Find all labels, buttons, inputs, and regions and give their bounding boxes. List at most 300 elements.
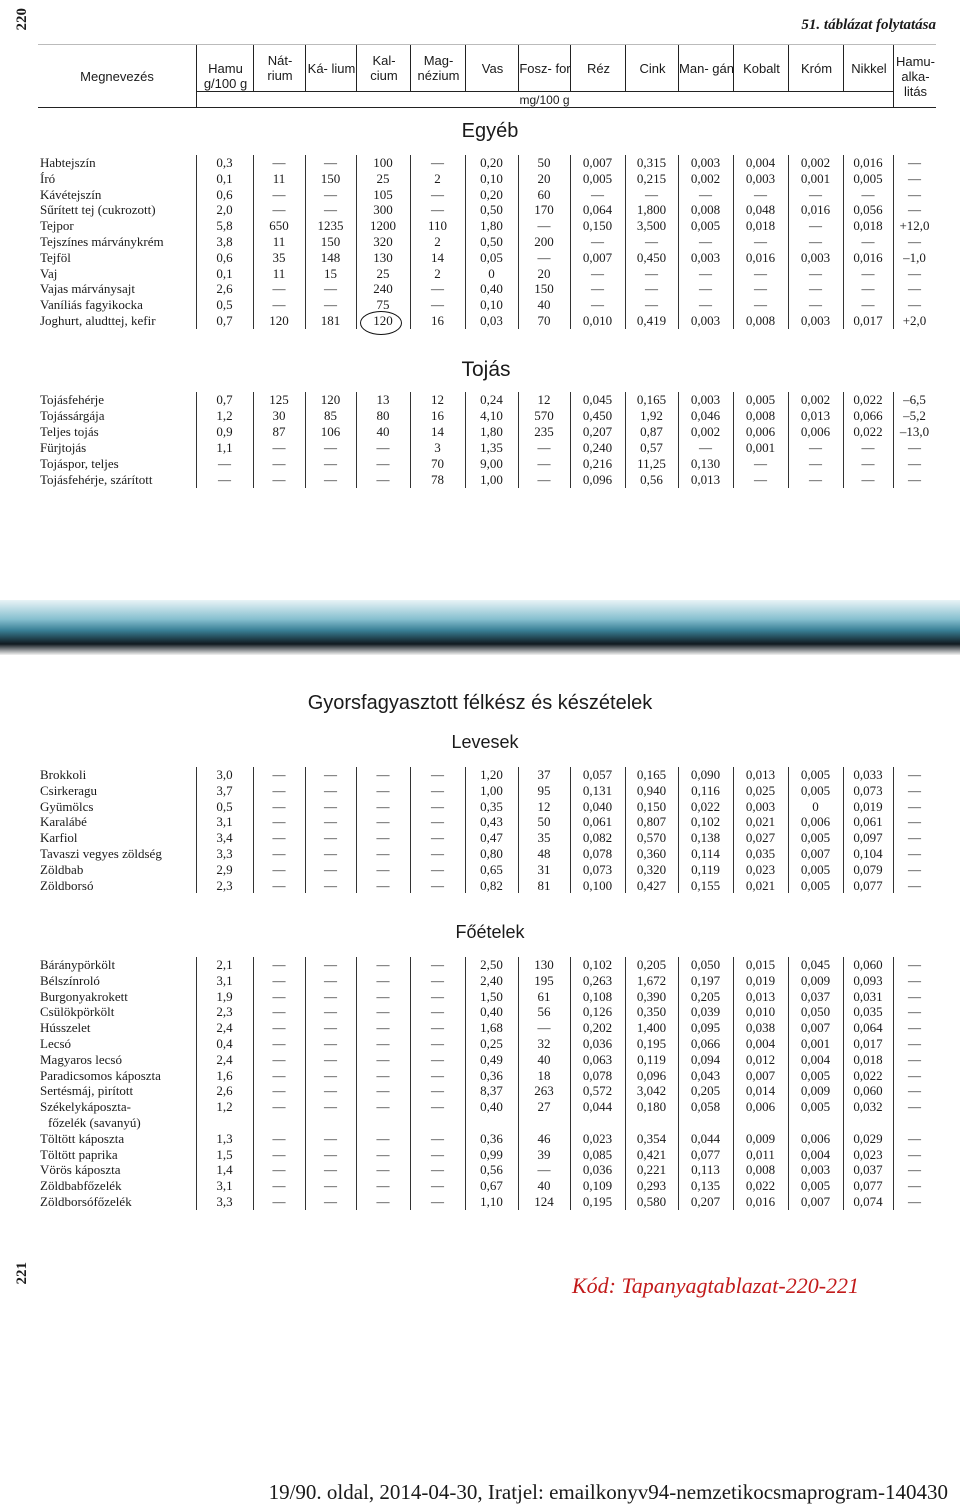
table-cell: 0,165 xyxy=(636,392,667,407)
table-cell: 40 xyxy=(537,1178,551,1194)
table-cell: 0,005 xyxy=(800,1099,831,1115)
column-header: Kobalt xyxy=(733,45,789,91)
table-cell: 0,003 xyxy=(745,170,776,186)
table-cell: 3,042 xyxy=(636,1083,667,1099)
table-cell: — xyxy=(699,234,712,249)
table-cell: — xyxy=(272,472,286,487)
table-cell: 0,044 xyxy=(690,1130,721,1146)
row-label: Bélszínroló xyxy=(40,972,100,988)
row-label: Tejpor xyxy=(40,218,74,234)
table-cell: — xyxy=(908,155,921,170)
table-cell: 0,131 xyxy=(582,782,613,798)
table-cell: — xyxy=(272,1162,286,1178)
table-cell: 0,077 xyxy=(690,1146,721,1162)
table-cell: — xyxy=(754,297,767,313)
table-cell: 0,050 xyxy=(800,1004,831,1020)
row-label: Magyaros lecsó xyxy=(40,1051,122,1067)
row-label: Karfiol xyxy=(40,830,78,846)
table-cell: — xyxy=(324,988,337,1004)
column-separator xyxy=(465,957,466,1210)
table-cell: 0,035 xyxy=(745,846,776,861)
table-cell: 0,003 xyxy=(690,392,721,407)
table-cell: — xyxy=(324,972,337,988)
table-cell: 0,078 xyxy=(582,1067,613,1083)
table-row xyxy=(40,957,940,973)
column-separator xyxy=(788,957,789,1210)
table-cell: 2,3 xyxy=(216,877,233,893)
table-cell: 0,048 xyxy=(745,202,776,218)
table-cell: 0,077 xyxy=(853,1178,883,1194)
table-cell: 0,040 xyxy=(582,798,613,814)
table-cell: 0,045 xyxy=(582,392,613,407)
column-separator xyxy=(570,957,571,1210)
table-row xyxy=(40,814,940,830)
table-row xyxy=(40,1083,940,1099)
row-label: Paradicsomos káposzta xyxy=(40,1067,161,1083)
table-cell: 0,4 xyxy=(216,1036,233,1051)
table-cell: 0,005 xyxy=(800,782,831,798)
table-cell: — xyxy=(699,186,712,202)
table-cell: — xyxy=(376,1194,390,1209)
table-cell: — xyxy=(324,456,337,471)
table-cell: 0,021 xyxy=(745,814,776,830)
table-cell: — xyxy=(324,440,337,455)
table-cell: 9,00 xyxy=(480,456,503,471)
table-cell: — xyxy=(324,202,337,218)
table-cell: 0,018 xyxy=(853,1051,883,1067)
row-label: Töltött paprika xyxy=(40,1146,118,1162)
table-row xyxy=(40,408,940,424)
table-cell: 3,4 xyxy=(216,830,233,846)
table-cell: — xyxy=(324,1067,337,1083)
table-cell: — xyxy=(809,234,822,249)
column-separator xyxy=(788,155,789,329)
table-cell: — xyxy=(272,814,286,830)
table-cell: 0,56 xyxy=(480,1162,503,1178)
table-row xyxy=(40,171,940,187)
table-cell: 0,011 xyxy=(746,1146,775,1162)
table-cell: 0,007 xyxy=(800,846,831,861)
row-label: Tojásfehérje, szárított xyxy=(40,472,153,487)
table-row xyxy=(40,1178,940,1194)
table-cell: 56 xyxy=(537,1004,551,1020)
table-cell: — xyxy=(376,767,390,782)
table-cell: — xyxy=(754,281,767,297)
column-separator xyxy=(570,767,571,893)
table-cell: 70 xyxy=(537,313,551,328)
table-cell: — xyxy=(324,877,337,893)
table-cell: 0,002 xyxy=(690,424,721,439)
table-cell: 0,018 xyxy=(745,218,776,234)
table-cell: 0,450 xyxy=(582,408,613,423)
table-cell: 0,150 xyxy=(636,798,667,814)
table-cell: — xyxy=(431,1178,444,1194)
table-row xyxy=(40,1036,940,1052)
table-cell: 5,8 xyxy=(216,218,233,234)
table-cell: — xyxy=(272,1020,286,1036)
table-cell: 0,427 xyxy=(636,877,667,893)
table-cell: 0,057 xyxy=(582,767,613,782)
table-cell: 0,570 xyxy=(636,830,667,846)
table-cell: 0,195 xyxy=(582,1194,613,1209)
table-cell: — xyxy=(272,155,286,170)
table-cell: 0,005 xyxy=(800,1178,831,1194)
table-cell: 0,421 xyxy=(636,1146,667,1162)
row-label: Sűrített tej (cukrozott) xyxy=(40,202,156,218)
table-cell: 124 xyxy=(534,1194,554,1209)
table-cell: 200 xyxy=(534,234,554,249)
table-cell: 0,006 xyxy=(800,814,831,830)
table-cell: 39 xyxy=(537,1146,551,1162)
column-separator xyxy=(410,392,411,488)
table-cell: — xyxy=(324,1004,337,1020)
table-cell: 0,066 xyxy=(690,1036,721,1051)
row-label: Joghurt, aludttej, kefir xyxy=(40,313,156,328)
table-cell: 2,6 xyxy=(216,281,233,297)
column-separator xyxy=(518,155,519,329)
column-header: Hamu g/100 g xyxy=(196,45,254,107)
table-cell: 0,013 xyxy=(690,472,721,487)
table-row xyxy=(40,155,940,171)
table-cell: 0,005 xyxy=(582,170,613,186)
table-cell: 0,090 xyxy=(690,767,721,782)
table-cell: 195 xyxy=(534,972,554,988)
column-separator xyxy=(356,957,357,1210)
column-separator xyxy=(253,767,254,893)
table-cell: 95 xyxy=(537,782,551,798)
section-title-tojas: Tojás xyxy=(461,358,511,381)
table-cell: 0,315 xyxy=(636,155,667,170)
table-cell: 0,002 xyxy=(690,170,721,186)
row-label: Zöldbabfőzelék xyxy=(40,1178,122,1194)
table-cell: — xyxy=(376,988,390,1004)
table-cell: — xyxy=(376,1178,390,1194)
table-cell: — xyxy=(272,456,286,471)
table-cell: 0,320 xyxy=(636,861,667,877)
table-cell: 81 xyxy=(537,877,551,893)
table-cell: 0,293 xyxy=(636,1178,667,1194)
column-separator xyxy=(305,957,306,1210)
table-cell: 0,060 xyxy=(853,1083,883,1099)
column-separator xyxy=(356,392,357,488)
table-cell: — xyxy=(272,1099,286,1115)
table-cell: 3,3 xyxy=(216,1194,233,1209)
table-cell: — xyxy=(272,202,286,218)
column-header: Réz xyxy=(570,45,626,91)
table-cell: — xyxy=(272,1083,286,1099)
column-separator xyxy=(196,767,197,893)
table-cell: — xyxy=(324,861,337,877)
column-separator xyxy=(518,392,519,488)
table-cell: — xyxy=(431,1194,444,1209)
column-separator xyxy=(253,392,254,488)
column-separator xyxy=(788,767,789,893)
table-cell: 0,017 xyxy=(853,1036,883,1051)
table-cell: 0,43 xyxy=(480,814,503,830)
table-cell: — xyxy=(809,281,822,297)
table-cell: — xyxy=(218,456,231,471)
table-cell: 0,096 xyxy=(582,472,613,487)
column-separator xyxy=(843,155,844,329)
table-cell: 2 xyxy=(434,265,441,281)
table-cell: — xyxy=(754,472,767,487)
table-cell: 0,40 xyxy=(480,1099,503,1115)
table-cell: 0,014 xyxy=(745,1083,776,1099)
table-cell: 11 xyxy=(272,265,286,281)
table-cell: — xyxy=(809,456,822,471)
table-cell: 0,004 xyxy=(745,155,776,170)
scan-band-divider xyxy=(0,600,960,655)
table-row xyxy=(40,783,940,799)
table-cell: 20 xyxy=(537,170,551,186)
table-row xyxy=(40,1004,940,1020)
table-cell: 40 xyxy=(537,1051,551,1067)
table-cell: 2 xyxy=(434,170,441,186)
column-header: Mag- nézium xyxy=(410,45,466,91)
table-cell: 0,100 xyxy=(582,877,613,893)
table-cell: — xyxy=(324,1036,337,1051)
table-cell: 150 xyxy=(320,170,341,186)
row-label: Karalábé xyxy=(40,814,87,830)
section-title-foetelek: Főételek xyxy=(455,922,525,942)
row-label: Székelykáposzta- xyxy=(40,1099,131,1115)
table-cell: 0,073 xyxy=(853,782,883,798)
column-header: Hamu- alka- litás xyxy=(893,45,937,107)
column-separator xyxy=(733,392,734,488)
table-cell: 0,095 xyxy=(690,1020,721,1036)
row-label: Brokkoli xyxy=(40,767,87,782)
column-separator xyxy=(356,155,357,329)
table-cell: 40 xyxy=(537,297,551,313)
table-row xyxy=(40,440,940,456)
table-cell: — xyxy=(591,297,604,313)
table-cell: 0,035 xyxy=(853,1004,883,1020)
table-cell: 3,3 xyxy=(216,846,233,861)
table-cell: 35 xyxy=(272,249,286,265)
table-cell: — xyxy=(908,972,921,988)
section-title-levesek: Levesek xyxy=(451,732,519,752)
table-cell: — xyxy=(537,456,551,471)
table-cell: 0,116 xyxy=(691,782,720,798)
table-cell: 0,155 xyxy=(690,877,721,893)
table-cell: 0,006 xyxy=(745,424,776,439)
table-cell: 48 xyxy=(537,846,551,861)
table-cell: — xyxy=(431,1036,444,1051)
table-cell: 0,10 xyxy=(480,170,503,186)
table-cell: 1,80 xyxy=(480,218,503,234)
table-cell: — xyxy=(908,234,921,249)
column-header: Fosz- for xyxy=(518,45,571,91)
table-cell: 0,010 xyxy=(582,313,613,328)
table-cell: — xyxy=(431,782,444,798)
column-separator xyxy=(678,392,679,488)
column-separator xyxy=(253,155,254,329)
table-cell: 0,450 xyxy=(636,249,667,265)
table-cell: 0,073 xyxy=(582,861,613,877)
table-cell: 0,027 xyxy=(745,830,776,846)
table-cell: — xyxy=(537,1020,551,1036)
table-cell: — xyxy=(376,861,390,877)
table-cell: 0,007 xyxy=(800,1194,831,1209)
table-cell: — xyxy=(431,1067,444,1083)
table-cell: — xyxy=(908,1083,921,1099)
column-separator xyxy=(625,957,626,1210)
table-cell: 3,7 xyxy=(216,782,233,798)
table-cell: –1,0 xyxy=(903,249,926,265)
table-cell: 0,003 xyxy=(690,313,721,328)
table-cell: 2,50 xyxy=(480,957,503,972)
table-row xyxy=(40,202,940,218)
table-cell: 2,9 xyxy=(216,861,233,877)
table-cell: 148 xyxy=(320,249,341,265)
table-cell: 0,039 xyxy=(690,1004,721,1020)
table-cell: 0,87 xyxy=(640,424,663,439)
table-cell: — xyxy=(908,1146,921,1162)
table-cell: 1,00 xyxy=(480,782,503,798)
section-title-egyeb: Egyéb xyxy=(461,120,519,142)
table-cell: — xyxy=(431,846,444,861)
table-cell: 0,390 xyxy=(636,988,667,1004)
table-cell: 0,138 xyxy=(690,830,721,846)
table-cell: 0,47 xyxy=(480,830,503,846)
table-cell: 1,400 xyxy=(636,1020,667,1036)
table-cell: — xyxy=(376,782,390,798)
table-cell: 0,004 xyxy=(800,1051,831,1067)
table-cell: 11,25 xyxy=(637,456,666,471)
table-cell: — xyxy=(431,814,444,830)
table-cell: 0,007 xyxy=(800,1020,831,1036)
table-cell: 0,022 xyxy=(853,424,883,439)
table-cell: 60 xyxy=(537,186,551,202)
table-cell: — xyxy=(431,1004,444,1020)
row-label: Csirkeragu xyxy=(40,782,98,798)
table-cell: 0,021 xyxy=(745,877,776,893)
table-cell: 0,221 xyxy=(636,1162,667,1178)
table-cell: 320 xyxy=(373,234,393,249)
table-cell: — xyxy=(908,1020,921,1036)
table-cell: 80 xyxy=(376,408,390,423)
table-cell: 0,216 xyxy=(582,456,613,471)
table-cell: 0,050 xyxy=(690,957,721,972)
table-row xyxy=(40,250,940,266)
table-cell: 0,077 xyxy=(853,877,883,893)
column-separator xyxy=(843,957,844,1210)
table-cell: 0,003 xyxy=(800,1162,831,1178)
table-cell: 0,006 xyxy=(800,1130,831,1146)
table-cell: 0,003 xyxy=(800,249,831,265)
table-cell: 0,025 xyxy=(745,782,776,798)
table-cell: 3,500 xyxy=(636,218,667,234)
table-cell: 0,016 xyxy=(800,202,831,218)
table-cell: 0,017 xyxy=(853,313,883,328)
table-cell: — xyxy=(861,186,875,202)
table-cell: 0,005 xyxy=(800,877,831,893)
table-cell: 0,013 xyxy=(745,767,776,782)
table-cell: — xyxy=(431,1099,444,1115)
table-cell: — xyxy=(908,170,921,186)
table-row xyxy=(40,187,940,203)
table-cell: 0,40 xyxy=(480,1004,503,1020)
table-cell: 0,126 xyxy=(582,1004,613,1020)
table-cell: — xyxy=(272,297,286,313)
table-cell: 0,130 xyxy=(690,456,721,471)
table-cell: — xyxy=(324,830,337,846)
table-cell: 170 xyxy=(534,202,554,218)
table-cell: 20 xyxy=(537,265,551,281)
table-cell: 1235 xyxy=(317,218,344,234)
table-cell: — xyxy=(431,1020,444,1036)
table-cell: — xyxy=(908,782,921,798)
table-cell: 0,023 xyxy=(745,861,776,877)
table-row xyxy=(40,1099,940,1115)
table-cell: 0,3 xyxy=(216,155,233,170)
unit-label: mg/100 g xyxy=(196,91,893,108)
table-cell: 0,5 xyxy=(216,297,233,313)
table-cell: 0,004 xyxy=(745,1036,776,1051)
row-label: Tojásfehérje xyxy=(40,392,105,407)
table-cell: –5,2 xyxy=(903,408,926,423)
column-separator xyxy=(893,392,894,488)
table-cell: — xyxy=(272,440,286,455)
column-separator xyxy=(305,392,306,488)
table-cell: 0,165 xyxy=(636,767,667,782)
table-row xyxy=(40,456,940,472)
table-row xyxy=(40,830,940,846)
table-cell: — xyxy=(861,456,875,471)
table-cell: 0,20 xyxy=(480,186,503,202)
table-row xyxy=(40,989,940,1005)
table-cell: 130 xyxy=(373,249,393,265)
table-row xyxy=(40,424,940,440)
table-cell: 18 xyxy=(537,1067,551,1083)
table-cell: 1,2 xyxy=(216,1099,233,1115)
table-cell: — xyxy=(645,234,658,249)
table-cell: — xyxy=(324,798,337,814)
table-cell: — xyxy=(908,988,921,1004)
table-cell: 0,50 xyxy=(480,234,503,249)
table-cell: 1,2 xyxy=(216,408,233,423)
table-cell: 0,007 xyxy=(582,155,613,170)
table-cell: 0,7 xyxy=(216,313,233,328)
table-cell: 3 xyxy=(434,440,441,455)
table-cell: 0,082 xyxy=(582,830,613,846)
table-cell: 0,114 xyxy=(691,846,720,861)
table-cell: — xyxy=(754,186,767,202)
table-cell: 120 xyxy=(373,313,393,328)
column-separator xyxy=(893,155,894,329)
table-cell: — xyxy=(272,767,286,782)
table-cell: — xyxy=(908,281,921,297)
column-separator xyxy=(678,767,679,893)
table-cell: — xyxy=(591,186,604,202)
row-label: Lecsó xyxy=(40,1036,72,1051)
table-cell: — xyxy=(699,265,712,281)
table-cell: 2,4 xyxy=(216,1051,233,1067)
row-label: főzelék (savanyú) xyxy=(48,1115,141,1130)
column-separator xyxy=(465,155,466,329)
column-header: Cink xyxy=(625,45,679,91)
table-cell: — xyxy=(272,830,286,846)
table-cell: — xyxy=(324,814,337,830)
table-cell: — xyxy=(537,1162,551,1178)
table-row xyxy=(40,878,940,894)
table-cell: 0,006 xyxy=(745,1099,776,1115)
table-cell: 0,016 xyxy=(745,249,776,265)
table-cell: 1,9 xyxy=(216,988,233,1004)
table-cell: — xyxy=(754,234,767,249)
table-cell: 0,215 xyxy=(636,170,667,186)
table-cell: 40 xyxy=(376,424,390,439)
